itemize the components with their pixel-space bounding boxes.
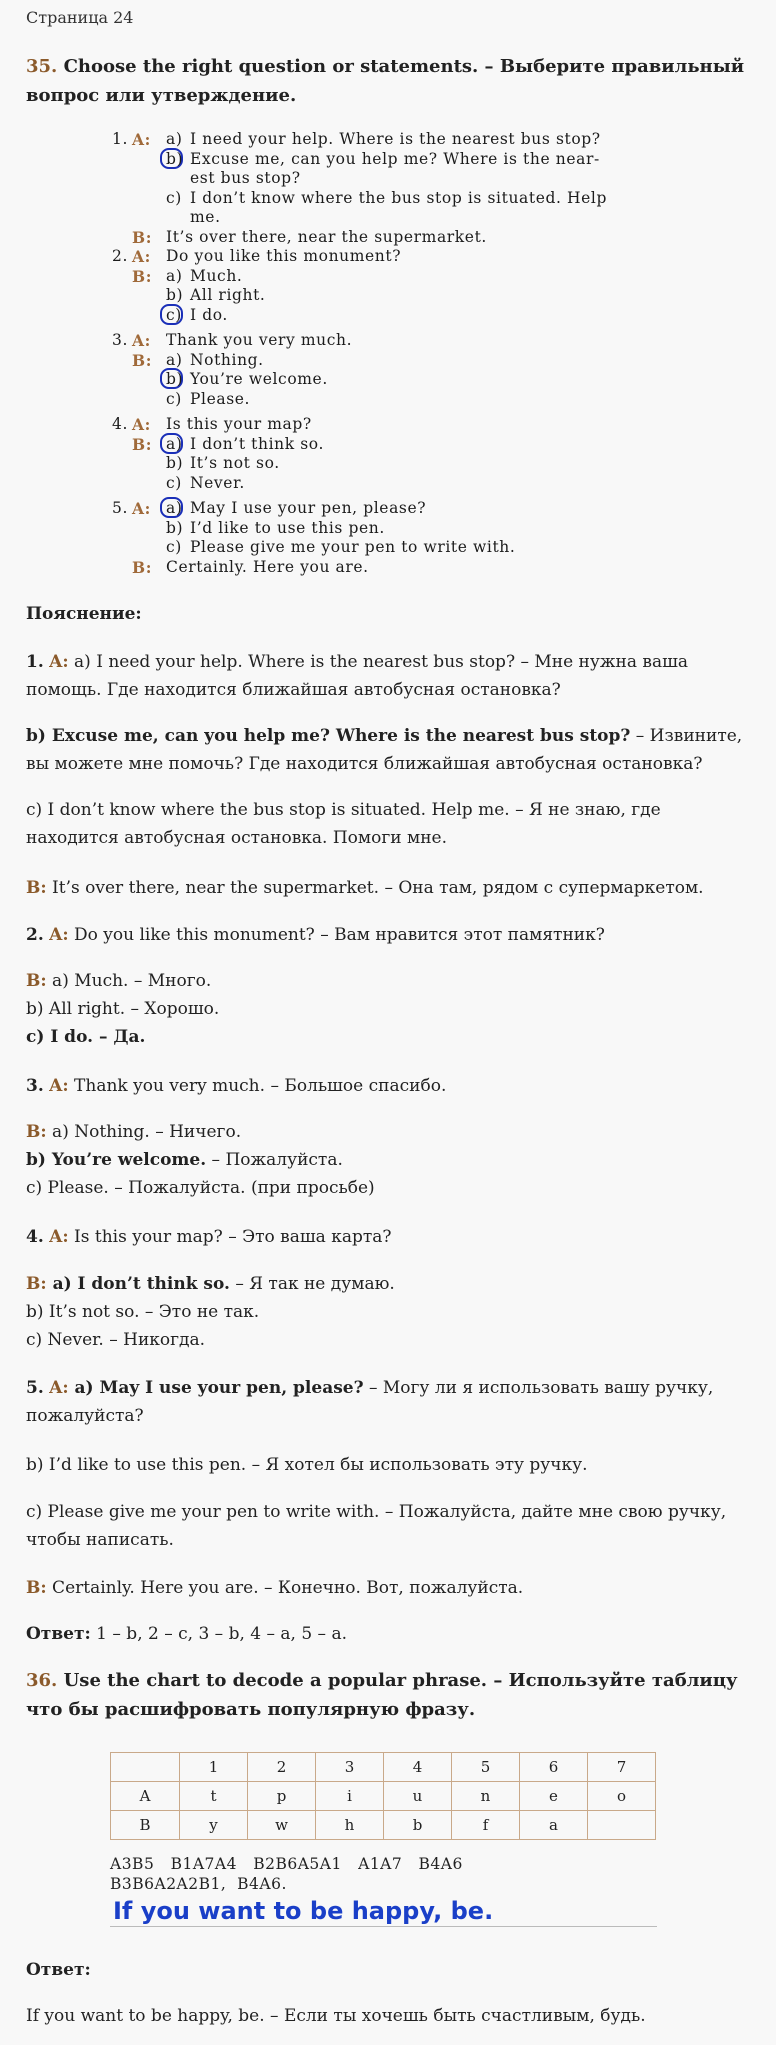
explanation-text: It’s over there, near the supermarket. – Она там, рядом с супермаркетом.	[46, 878, 704, 898]
explanation-text: b) It’s not so. – Это не так.	[26, 1302, 260, 1322]
dialogue-number: 3.	[112, 331, 128, 349]
explanation-text: Certainly. Here you are. – Конечно. Вот, пожалуйста.	[46, 1578, 524, 1598]
speaker-label: A:	[49, 1076, 69, 1096]
item-number: 2.	[26, 925, 44, 945]
code-line: A3B5 B1A7A4 B2B6A5A1 A1A7 B4A6	[110, 1855, 463, 1873]
option-letter: a)	[166, 434, 183, 453]
option-text: I don’t know where the bus stop is situated. Help	[190, 188, 608, 207]
option-letter: c)	[166, 305, 182, 324]
chart-cell: f	[452, 1811, 520, 1840]
speaker-label: B:	[26, 1578, 47, 1598]
speaker-label: A:	[49, 1227, 69, 1247]
chart-cell: i	[316, 1782, 384, 1811]
chart-cell: h	[316, 1811, 384, 1840]
exercise-title-text: Choose the right question or statements. – Выберите правильный вопрос или утверждение.	[26, 56, 745, 106]
chart-row-a	[111, 1782, 656, 1811]
explanation-text: – Пожалуйста.	[206, 1150, 343, 1170]
explanation-3-reply	[26, 1118, 756, 1202]
option-letter: c)	[166, 473, 182, 492]
explanation-4	[26, 1223, 756, 1251]
chart-cell: A	[111, 1782, 180, 1811]
speaker-label: A:	[132, 130, 151, 149]
option-text: Excuse me, can you help me? Where is the near-	[190, 149, 600, 168]
option-letter: b)	[166, 149, 184, 168]
item-number: 4.	[26, 1227, 44, 1247]
reply-text: Certainly. Here you are.	[166, 557, 369, 576]
explanation-1b	[26, 722, 756, 778]
explanation-heading	[26, 600, 756, 628]
option-text: Nothing.	[190, 350, 264, 369]
option-letter: b)	[166, 454, 184, 472]
chart-cell: 6	[520, 1753, 588, 1782]
explanation-text: c) Never. – Никогда.	[26, 1330, 206, 1350]
option-text: me.	[190, 208, 221, 226]
handwritten-answer: If you want to be happy, be.	[113, 1897, 494, 1925]
speaker-label: A:	[132, 415, 151, 434]
option-letter: a)	[166, 266, 183, 285]
chart-cell: 4	[384, 1753, 452, 1782]
exercise-number: 35.	[26, 56, 58, 77]
option-letter: a)	[166, 350, 183, 369]
option-text: All right.	[190, 286, 266, 304]
option-letter: c)	[166, 389, 182, 408]
speaker-label: B:	[26, 1122, 47, 1142]
option-text: Please.	[190, 389, 251, 408]
explanation-text: – Извините, вы можете мне помочь? Где находится ближайшая автобусная остановка?	[26, 726, 743, 774]
code-line: B3B6A2A2B1, B4A6.	[110, 1875, 287, 1893]
option-text: Please give me your pen to write with.	[190, 538, 516, 556]
option-text: It’s not so.	[190, 454, 280, 472]
speaker-label: A:	[132, 499, 151, 518]
chart-cell: 3	[316, 1753, 384, 1782]
option-text: I don’t think so.	[190, 434, 324, 453]
explanation-text: Is this your map? – Это ваша карта?	[68, 1227, 392, 1247]
explanation-1c	[26, 796, 756, 852]
speaker-label: A:	[49, 1378, 69, 1398]
chart-cell: t	[180, 1782, 248, 1811]
speaker-label: B:	[132, 227, 153, 247]
exercise-36-title	[26, 1666, 746, 1724]
chart-cell: B	[111, 1811, 180, 1840]
correct-answer: b) You’re welcome.	[26, 1150, 207, 1170]
answer-35	[26, 1620, 756, 1648]
item-number: 1.	[26, 652, 44, 672]
option-text: Never.	[190, 473, 245, 492]
option-text: Much.	[190, 266, 243, 285]
explanation-text: c) I don’t know where the bus stop is situated. Help me. – Я не знаю, где находится автобусная остановка. Помоги мне.	[26, 800, 661, 848]
explanation-1-reply	[26, 874, 756, 902]
option-letter: b)	[166, 286, 184, 304]
explanation-3	[26, 1072, 756, 1100]
explanation-1	[26, 648, 756, 704]
exercise-title-text: Use the chart to decode a popular phrase. – Используйте таблицу что бы расшифровать популярную фразу.	[26, 1670, 738, 1720]
correct-answer: a) I don’t think so.	[46, 1274, 230, 1294]
answer-text: 1 – b, 2 – c, 3 – b, 4 – a, 5 – a.	[90, 1624, 347, 1644]
option-letter: c)	[166, 538, 182, 556]
option-letter: b)	[166, 518, 184, 537]
chart-cell: w	[248, 1811, 316, 1840]
dialogue-number: 2.	[112, 247, 128, 265]
chart-cell: b	[384, 1811, 452, 1840]
dialogue-number: 5.	[112, 499, 128, 517]
dialogue-number: 1.	[112, 130, 128, 148]
explanation-text: a) I need your help. Where is the nearest bus stop? – Мне нужна ваша помощь. Где находится ближайшая автобусная остановка?	[26, 652, 689, 700]
answer-underline	[110, 1926, 657, 1927]
chart-cell: e	[520, 1782, 588, 1811]
correct-answer: a) May I use your pen, please?	[68, 1378, 364, 1398]
option-letter: a)	[166, 130, 183, 148]
chart-cell	[111, 1753, 180, 1782]
explanation-2-reply	[26, 967, 756, 1051]
question-text: Thank you very much.	[166, 331, 353, 349]
option-text: You’re welcome.	[190, 370, 328, 388]
speaker-label: A:	[132, 247, 151, 266]
explanation-text: Thank you very much. – Большое спасибо.	[68, 1076, 447, 1096]
chart-cell: 2	[248, 1753, 316, 1782]
chart-row-b	[111, 1811, 656, 1840]
chart-header-row	[111, 1753, 656, 1782]
speaker-label: B:	[26, 971, 47, 991]
answer-label: Ответ:	[26, 1960, 91, 1980]
explanation-5c	[26, 1498, 756, 1554]
option-text: May I use your pen, please?	[190, 499, 427, 517]
explanation-text: b) All right. – Хорошо.	[26, 999, 220, 1019]
chart-cell: n	[452, 1782, 520, 1811]
option-letter: c)	[166, 188, 182, 207]
explanation-2	[26, 921, 756, 949]
code-sequence	[110, 1854, 463, 1894]
speaker-label: A:	[49, 925, 69, 945]
chart-cell: 1	[180, 1753, 248, 1782]
chart-cell: p	[248, 1782, 316, 1811]
dialogue-number: 4.	[112, 415, 128, 433]
chart-cell: a	[520, 1811, 588, 1840]
textbook-dialogues	[110, 130, 670, 577]
reply-text: It’s over there, near the supermarket.	[166, 227, 487, 246]
correct-answer: c) I do. – Да.	[26, 1027, 146, 1047]
option-text: I’d like to use this pen.	[190, 518, 385, 537]
option-text: I need your help. Where is the nearest bus stop?	[190, 130, 601, 148]
answer-36-label	[26, 1956, 756, 1984]
speaker-label: B:	[26, 1274, 47, 1294]
explanation-5	[26, 1374, 756, 1430]
explanation-5-reply	[26, 1574, 756, 1602]
chart-cell: y	[180, 1811, 248, 1840]
option-text: I do.	[190, 305, 228, 324]
chart-cell	[588, 1811, 656, 1840]
question-text: Do you like this monument?	[166, 247, 402, 265]
item-number: 3.	[26, 1076, 44, 1096]
exercise-35-title	[26, 52, 746, 110]
page-label: Страница 24	[26, 8, 134, 27]
question-text: Is this your map?	[166, 415, 312, 433]
explanation-5b	[26, 1451, 756, 1479]
speaker-label: B:	[132, 266, 153, 286]
answer-36-text	[26, 2002, 756, 2030]
speaker-label: A:	[132, 331, 151, 350]
option-text: est bus stop?	[190, 169, 301, 187]
explanation-text: – Я так не думаю.	[229, 1274, 395, 1294]
item-number: 5.	[26, 1378, 44, 1398]
answer-label: Ответ:	[26, 1624, 91, 1644]
answer-text: If you want to be happy, be. – Если ты хочешь быть счастливым, будь.	[26, 2006, 646, 2026]
chart-cell: 7	[588, 1753, 656, 1782]
correct-answer: b) Excuse me, can you help me? Where is the nearest bus stop?	[26, 726, 631, 746]
speaker-label: B:	[132, 350, 153, 370]
explanation-text: – Могу ли я использовать вашу ручку, пожалуйста?	[26, 1378, 714, 1426]
explanation-text: c) Please give me your pen to write with. – Пожалуйста, дайте мне свою ручку, чтобы написать.	[26, 1502, 727, 1550]
option-letter: a)	[166, 499, 183, 517]
speaker-label: B:	[26, 878, 47, 898]
option-letter: b)	[166, 370, 184, 388]
chart-cell: u	[384, 1782, 452, 1811]
chart-cell: 5	[452, 1753, 520, 1782]
explanation-4-reply	[26, 1270, 756, 1354]
explanation-text: a) Much. – Много.	[46, 971, 212, 991]
explanation-text: a) Nothing. – Ничего.	[46, 1122, 242, 1142]
heading-text: Пояснение:	[26, 604, 142, 624]
chart-cell: o	[588, 1782, 656, 1811]
explanation-text: b) I’d like to use this pen. – Я хотел бы использовать эту ручку.	[26, 1455, 588, 1475]
exercise-number: 36.	[26, 1670, 58, 1691]
speaker-label: A:	[49, 652, 69, 672]
decode-chart	[110, 1752, 656, 1840]
speaker-label: B:	[132, 434, 153, 454]
explanation-text: Do you like this monument? – Вам нравится этот памятник?	[68, 925, 605, 945]
speaker-label: B:	[132, 557, 153, 577]
explanation-text: c) Please. – Пожалуйста. (при просьбе)	[26, 1178, 375, 1198]
